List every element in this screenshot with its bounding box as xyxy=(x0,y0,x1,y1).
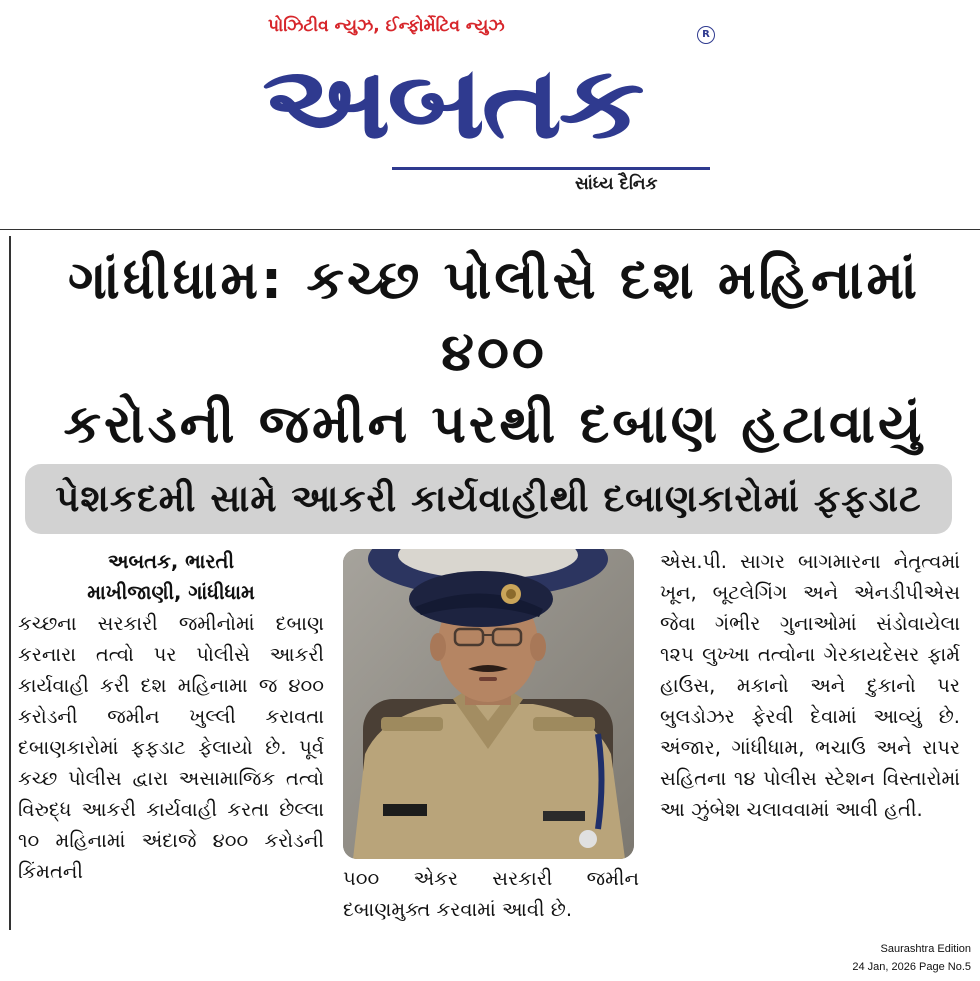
article-subheadline: પેશકદમી સામે આકરી કાર્યવાહીથી દબાણકારોમાં ફફડાટ xyxy=(55,477,922,520)
edition-info xyxy=(771,940,971,976)
article-headline xyxy=(14,245,974,461)
masthead-tagline: પોઝિટીવ ન્યુઝ, ઈન્ફોર્મેટિવ ન્યુઝ xyxy=(268,16,505,36)
masthead xyxy=(0,0,980,212)
column-1-body: કચ્છના સરકારી જમીનોમાં દબાણ કરનારા તત્વો પર પોલીસે આકરી કાર્યવાહી કરી દશ મહિનામા જ ૪૦૦ કરોડની જમીન ખુલ્લી કરાવતા દબાણકારોમાં ફફડાટ ફેલાયો છે. પૂર્વ કચ્છ પોલીસ દ્વારા અસામાજિક તત્વો વિરુદ્ધ આકરી કાર્યવાહી કરતા છેલ્લા ૧૦ મહિનામાં અંદાજે ૪૦૦ કરોડની કિંમતની xyxy=(18,612,324,883)
masthead-divider xyxy=(0,229,980,230)
byline-line-2: માખીજાણી, ગાંધીધામ xyxy=(87,581,255,604)
column-3-body: એસ.પી. સાગર બાગમારના નેતૃત્વમાં ખૂન, બૂટલેગિંગ અને એનડીપીએસ જેવા ગંભીર ગુનાઓમાં સંડોવાયેલા ૧૨૫ લુખ્ખા તત્વોના ગેરકાયદેસર ફાર્મ હાઉસ, મકાનો અને દુકાનો પર બુલડોઝર ફેરવી દેવામાં આવ્યું છે. અંજાર, ગાંધીધામ, ભચાઉ અને રાપર સહિતના ૧૪ પોલીસ સ્ટેશન વિસ્તારોમાં આ ઝુંબેશ ચલાવવામાં આવી હતી. xyxy=(660,550,960,821)
edition-name: Saurashtra Edition xyxy=(880,943,971,955)
registered-mark-icon: R xyxy=(697,26,715,44)
logo-underline xyxy=(392,167,710,170)
edition-date-page: 24 Jan, 2026 Page No.5 xyxy=(852,961,971,973)
headline-line-1: ગાંધીધામ: કચ્છ પોલીસે દશ મહિનામાં ૪૦૦ xyxy=(68,250,920,383)
police-officer-photo xyxy=(343,549,634,859)
article-left-border xyxy=(9,236,11,930)
newspaper-logo: અબતક xyxy=(262,44,642,161)
column-2-body: ૫૦૦ એકર સરકારી જમીન દબાણમુક્ત કરવામાં આવી છે. xyxy=(343,867,639,921)
article-column-1 xyxy=(18,546,324,930)
headline-line-2: કરોડની જમીન પરથી દબાણ હટાવાયું xyxy=(63,394,925,455)
police-officer-icon xyxy=(343,549,634,859)
edition-type-label: સાંધ્ય દૈનિક xyxy=(575,174,658,194)
byline-line-1: અબતક, ભારતી xyxy=(107,550,235,573)
